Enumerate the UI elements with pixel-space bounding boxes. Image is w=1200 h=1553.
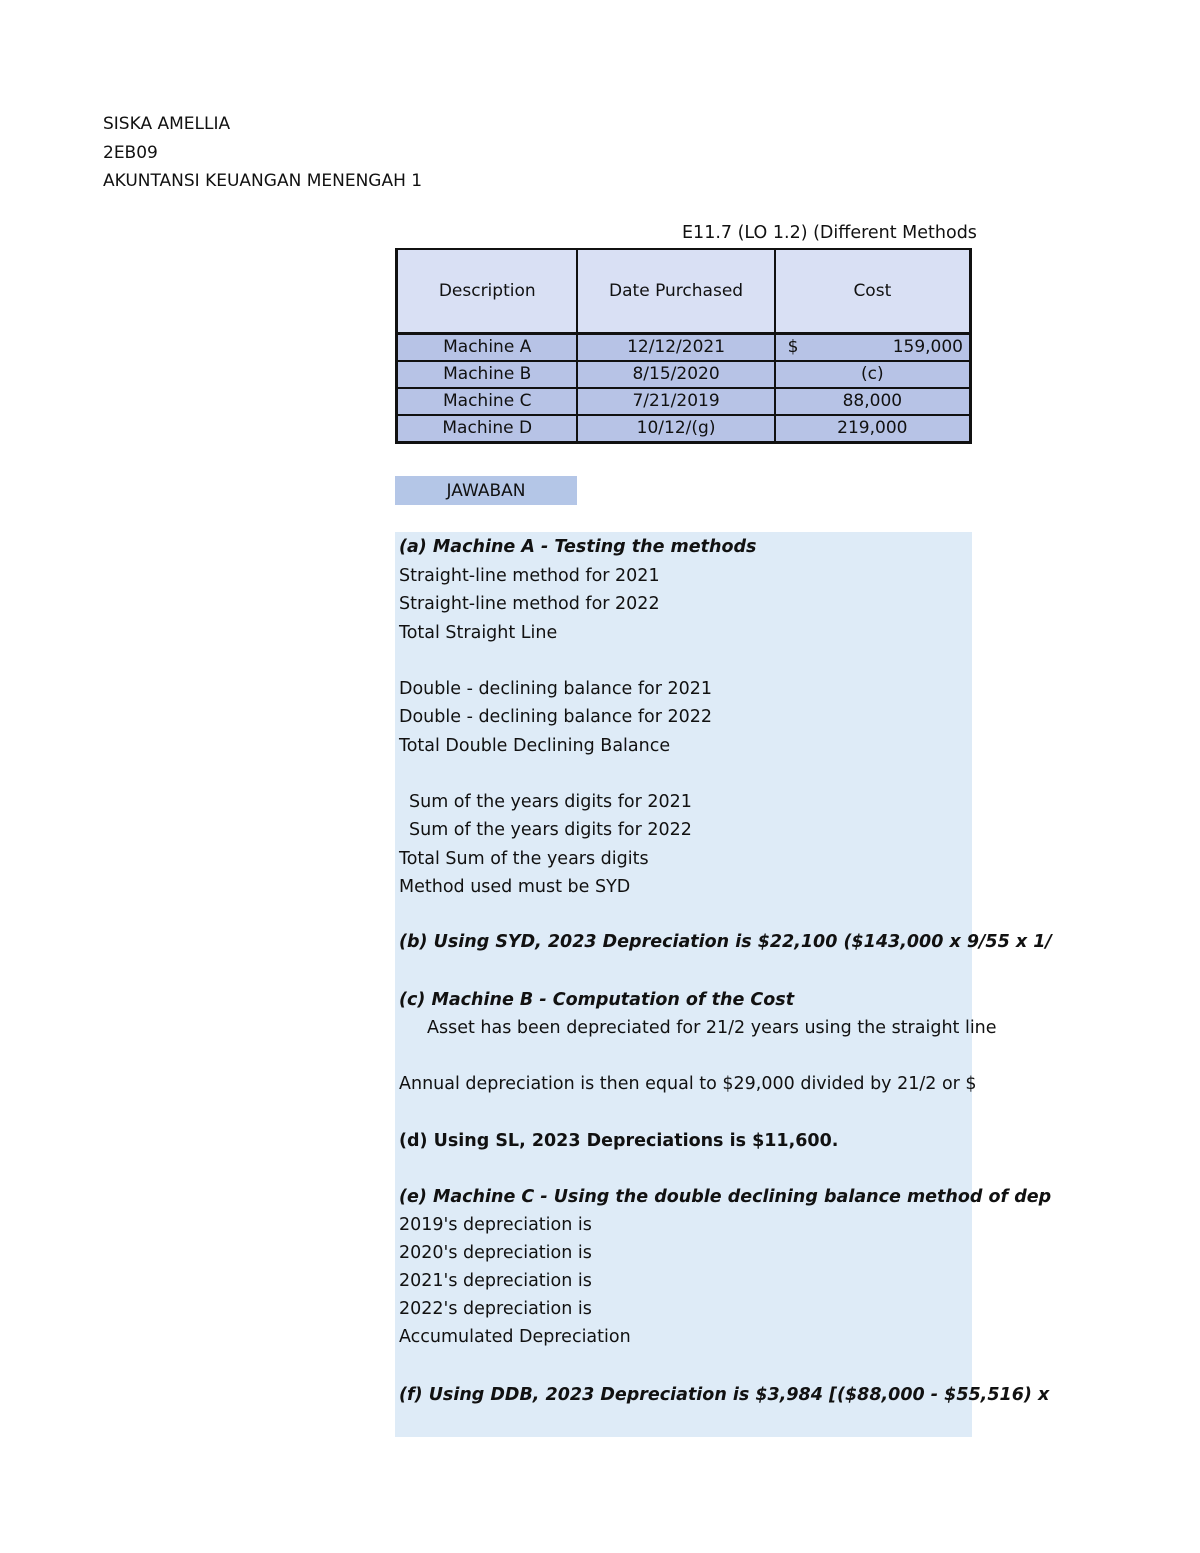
cell-date: 12/12/2021 [577,334,774,362]
table-row [397,388,971,415]
worksheet [395,0,1052,1553]
answer-line: Annual depreciation is then equal to $29,000 divided by 21/2 or $ [399,1074,977,1094]
answer-line: Method used must be SYD [399,877,631,897]
answer-heading-d: (d) Using SL, 2023 Depreciations is $11,600. [399,1131,839,1151]
cell-description: Machine D [397,415,578,443]
answer-line: 2021's depreciation is [399,1271,592,1291]
cell-cost [775,334,971,362]
cell-description: Machine C [397,388,578,415]
cell-description: Machine B [397,361,578,388]
table-row [397,361,971,388]
column-header-date: Date Purchased [577,249,774,334]
student-name: SISKA AMELLIA [103,114,231,134]
answer-heading-b: (b) Using SYD, 2023 Depreciation is $22,100 ($143,000 x 9/55 x 1/ [399,932,1052,952]
answer-heading-c: (c) Machine B - Computation of the Cost [399,990,795,1010]
answer-line: Straight-line method for 2021 [399,566,660,586]
answer-line: Total Double Declining Balance [399,736,671,756]
answer-line: Double - declining balance for 2021 [399,679,713,699]
cell-date: 8/15/2020 [577,361,774,388]
answer-line: Straight-line method for 2022 [399,594,660,614]
document-header [103,110,422,196]
exercise-title: E11.7 (LO 1.2) (Different Methods [682,223,977,243]
assets-table [395,248,972,444]
table-row [397,334,971,362]
cell-cost: 88,000 [775,388,971,415]
cell-cost: (c) [775,361,971,388]
answer-line: Asset has been depreciated for 21/2 years using the straight line [427,1018,997,1038]
column-header-cost: Cost [775,249,971,334]
answer-line: Sum of the years digits for 2021 [409,792,692,812]
cell-cost-value: 159,000 [892,337,963,357]
answer-line: 2020's depreciation is [399,1243,592,1263]
course-name: AKUNTANSI KEUANGAN MENENGAH 1 [103,171,423,191]
answer-line: 2022's depreciation is [399,1299,592,1319]
column-header-description: Description [397,249,578,334]
answer-line: Total Straight Line [399,623,558,643]
table-header-row [397,249,971,334]
answer-line: Accumulated Depreciation [399,1327,631,1347]
answer-heading-e: (e) Machine C - Using the double declining balance method of dep [399,1187,1052,1207]
answer-line: 2019's depreciation is [399,1215,592,1235]
cell-description: Machine A [397,334,578,362]
cell-cost: 219,000 [775,415,971,443]
student-class: 2EB09 [103,142,158,163]
answer-heading-f: (f) Using DDB, 2023 Depreciation is $3,984 [($88,000 - $55,516) x [399,1385,1050,1405]
cell-currency: $ [787,337,799,357]
cell-date: 10/12/(g) [577,415,774,443]
jawaban-label: JAWABAN [395,476,577,505]
answer-line: Sum of the years digits for 2022 [409,820,692,840]
answer-line: Double - declining balance for 2022 [399,707,713,727]
cell-date: 7/21/2019 [577,388,774,415]
answer-block [395,532,1052,1437]
answer-heading-a: (a) Machine A - Testing the methods [399,537,757,557]
table-row [397,415,971,443]
answer-line: Total Sum of the years digits [399,849,649,869]
